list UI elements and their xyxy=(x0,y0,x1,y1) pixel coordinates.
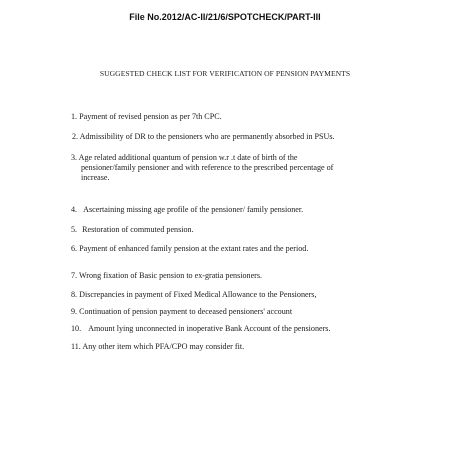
checklist-item-7 xyxy=(71,271,262,281)
item-number: 3. xyxy=(71,153,78,162)
item-text-line-1: Age related additional quantum of pension w.r .t date of birth of the xyxy=(78,153,298,162)
checklist-item-6 xyxy=(71,244,308,254)
file-number-header: File No.2012/AC-II/21/6/SPOTCHECK/PART-III xyxy=(129,12,321,22)
item-number: 4. xyxy=(71,205,78,214)
checklist-title: SUGGESTED CHECK LIST FOR VERIFICATION OF PENSION PAYMENTS xyxy=(99,69,351,78)
checklist-item-10 xyxy=(71,324,330,334)
checklist-item-3 xyxy=(71,153,298,163)
item-text: Ascertaining missing age profile of the pensioner/ family pensioner. xyxy=(83,205,304,214)
checklist-item-1 xyxy=(71,112,222,122)
checklist-item-3-line-2: pensioner/family pensioner and with reference to the prescribed percentage of xyxy=(81,163,334,172)
checklist-item-4 xyxy=(71,205,303,215)
item-text: Restoration of commuted pension. xyxy=(82,225,194,234)
item-number: 10. xyxy=(71,324,82,333)
item-number: 2. xyxy=(72,132,79,141)
checklist-item-9 xyxy=(71,307,292,317)
item-number: 6. xyxy=(71,244,78,253)
checklist-item-5 xyxy=(71,225,194,235)
item-number: 1. xyxy=(71,112,78,121)
checklist-item-3-line-3: increase. xyxy=(81,173,110,182)
item-number: 11. xyxy=(71,342,81,351)
item-text: Any other item which PFA/CPO may consider fit. xyxy=(82,342,245,351)
item-text: Payment of enhanced family pension at the extant rates and the period. xyxy=(79,244,309,253)
item-text: Admissibility of DR to the pensioners who are permanently absorbed in PSUs. xyxy=(79,132,335,141)
item-text: Continuation of pension payment to deceased pensioners' account xyxy=(79,307,293,316)
checklist-item-11 xyxy=(71,342,244,352)
item-number: 9. xyxy=(71,307,78,316)
checklist-item-8 xyxy=(71,290,316,300)
item-text: Wrong fixation of Basic pension to ex-gratia pensioners. xyxy=(78,271,263,280)
item-text: Discrepancies in payment of Fixed Medical Allowance to the Pensioners, xyxy=(79,290,317,299)
item-number: 7. xyxy=(71,271,78,280)
item-number: 5. xyxy=(71,225,78,234)
item-text: Payment of revised pension as per 7th CPC. xyxy=(79,112,222,121)
checklist-item-2 xyxy=(72,132,335,142)
item-text: Amount lying unconnected in inoperative Bank Account of the pensioners. xyxy=(88,324,331,333)
item-number: 8. xyxy=(71,290,78,299)
